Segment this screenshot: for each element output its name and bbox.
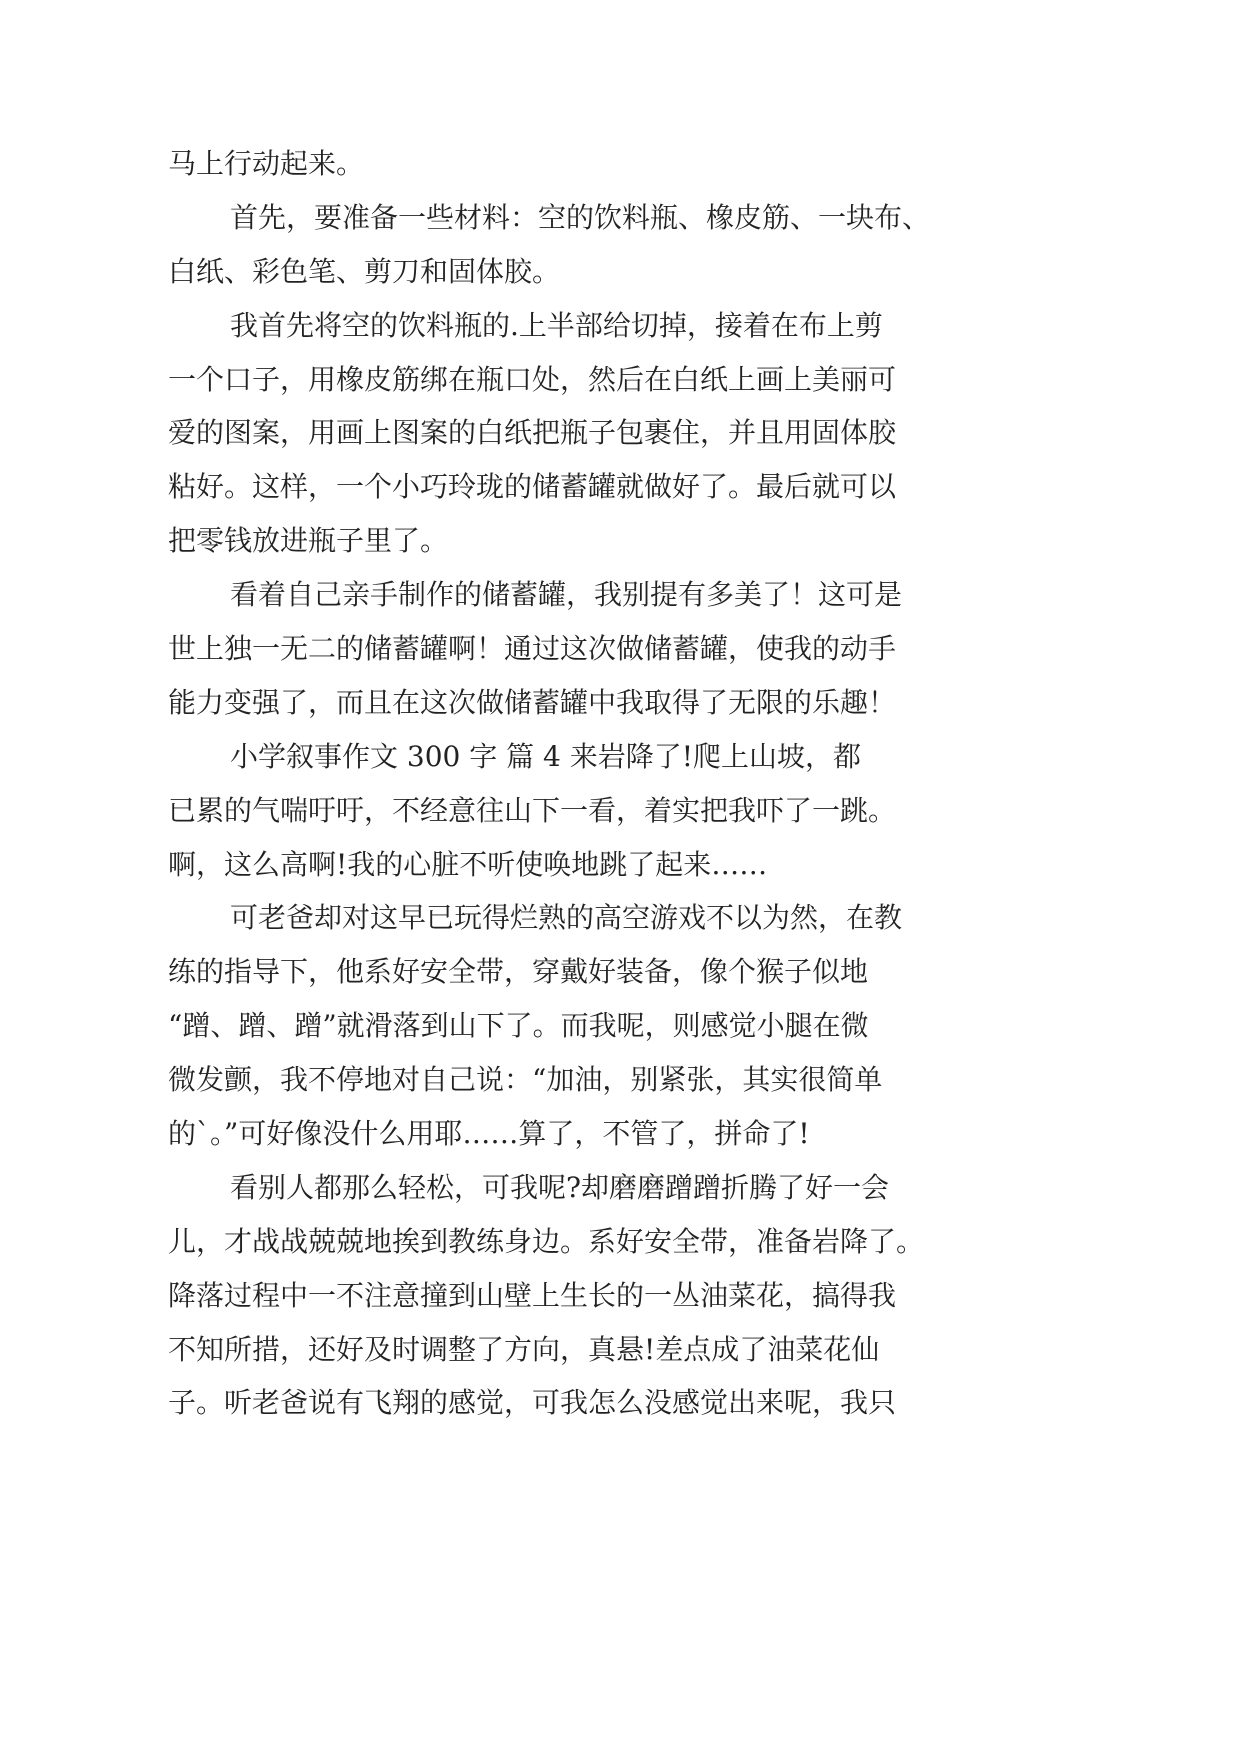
paragraph-line: 的`。”可好像没什么用耶……算了，不管了，拼命了!	[168, 1117, 810, 1150]
paragraph-line: 世上独一无二的储蓄罐啊！通过这次做储蓄罐，使我的动手	[168, 632, 897, 665]
paragraph-line: 白纸、彩色笔、剪刀和固体胶。	[168, 255, 561, 288]
paragraph-line: 首先，要准备一些材料：空的饮料瓶、橡皮筋、一块布、	[230, 201, 931, 234]
paragraph-line: 我首先将空的饮料瓶的.上半部给切掉，接着在布上剪	[230, 309, 883, 342]
paragraph-line: 可老爸却对这早已玩得烂熟的高空游戏不以为然，在教	[230, 901, 903, 934]
paragraph-line: 啊，这么高啊!我的心脏不听使唤地跳了起来……	[168, 848, 768, 881]
paragraph-line: 小学叙事作文 300 字 篇 4 来岩降了!爬上山坡，都	[230, 740, 862, 773]
paragraph-line: 已累的气喘吁吁，不经意往山下一看，着实把我吓了一跳。	[168, 794, 897, 827]
paragraph-line: 微发颤，我不停地对自己说：“加油，别紧张，其实很简单	[168, 1063, 883, 1096]
paragraph-line: 能力变强了，而且在这次做储蓄罐中我取得了无限的乐趣！	[168, 686, 897, 719]
paragraph-line: 子。听老爸说有飞翔的感觉，可我怎么没感觉出来呢，我只	[168, 1386, 897, 1419]
paragraph-line: 粘好。这样，一个小巧玲珑的储蓄罐就做好了。最后就可以	[168, 470, 897, 503]
paragraph-line: 看别人都那么轻松，可我呢?却磨磨蹭蹭折腾了好一会	[230, 1171, 890, 1204]
paragraph-line: “蹭、蹭、蹭”就滑落到山下了。而我呢，则感觉小腿在微	[168, 1009, 869, 1042]
paragraph-line: 一个口子，用橡皮筋绑在瓶口处，然后在白纸上画上美丽可	[168, 363, 897, 396]
paragraph-line: 练的指导下，他系好安全带，穿戴好装备，像个猴子似地	[168, 955, 869, 988]
paragraph-line: 儿，才战战兢兢地挨到教练身边。系好安全带，准备岩降了。	[168, 1225, 925, 1258]
paragraph-line: 看着自己亲手制作的储蓄罐，我别提有多美了！这可是	[230, 578, 903, 611]
paragraph-line: 马上行动起来。	[168, 147, 365, 180]
paragraph-line: 把零钱放进瓶子里了。	[168, 524, 449, 557]
paragraph-line: 爱的图案，用画上图案的白纸把瓶子包裹住，并且用固体胶	[168, 416, 897, 449]
paragraph-line: 不知所措，还好及时调整了方向，真悬!差点成了油菜花仙	[168, 1333, 880, 1366]
paragraph-line: 降落过程中一不注意撞到山壁上生长的一丛油菜花，搞得我	[168, 1279, 897, 1312]
